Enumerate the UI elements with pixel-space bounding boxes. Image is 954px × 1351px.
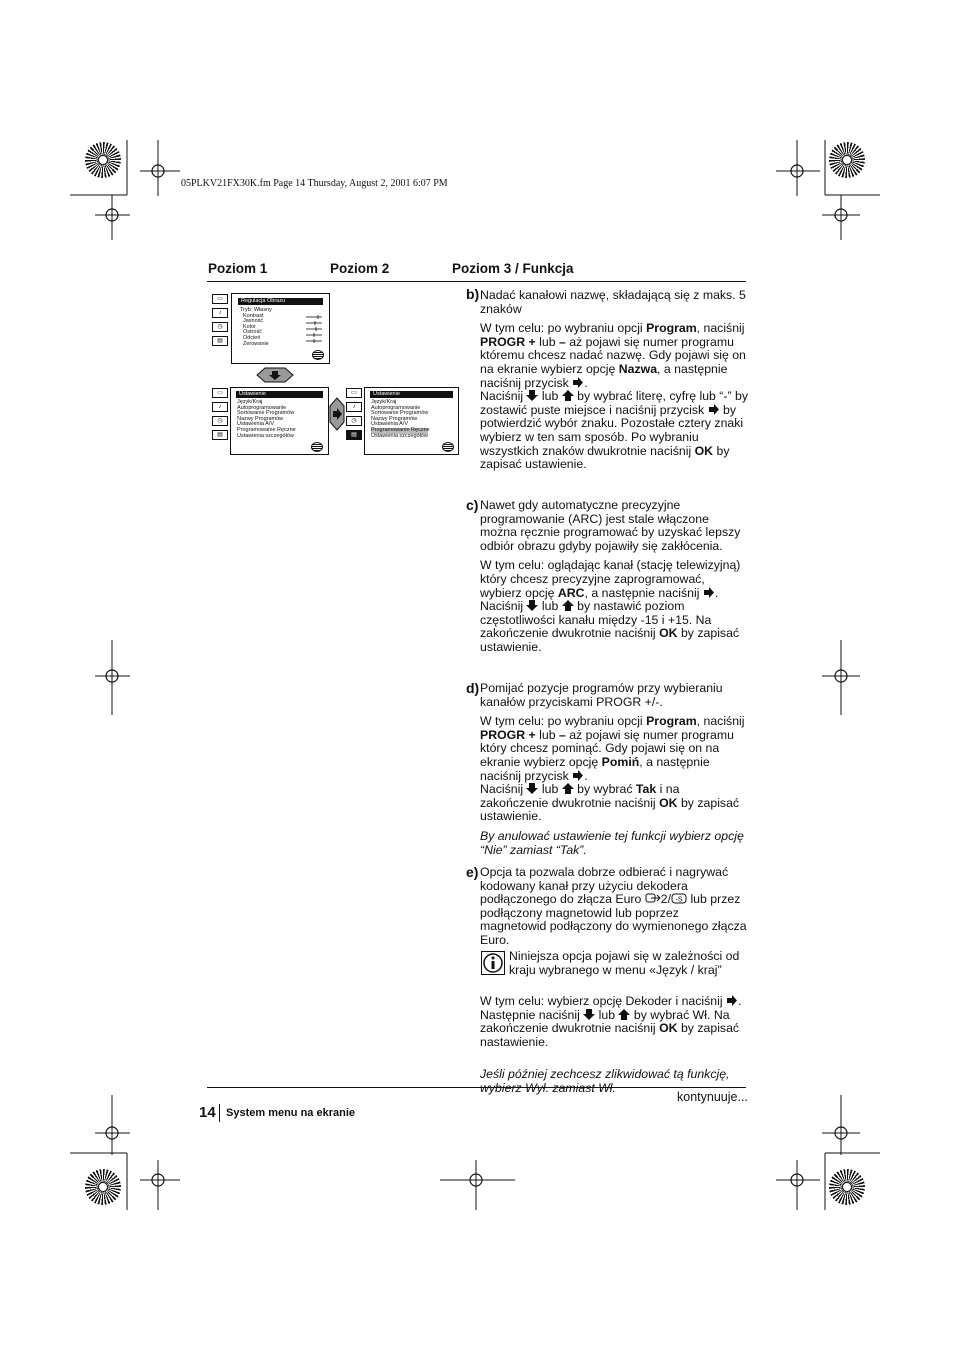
continue-text: kontynuuje... <box>677 1090 748 1104</box>
section-c-label: c) <box>466 497 479 513</box>
arrow-right-icon <box>572 377 584 388</box>
starburst-icon <box>829 1169 865 1205</box>
menu-item: Autoprogramowanie <box>371 404 421 411</box>
arrow-up-icon <box>562 783 574 794</box>
menu-item: Ustawienia szczegółów <box>237 432 294 439</box>
menu-item: Język/Kraj <box>237 399 263 405</box>
ok-icon <box>442 442 454 452</box>
section-c <box>480 499 748 661</box>
section-e-label: e) <box>466 864 479 880</box>
arrow-down-icon <box>255 367 295 383</box>
file-info-header: 05PLKV21FX30K.fm Page 14 Thursday, August 2, 2001 6:07 PM <box>181 178 448 189</box>
menu-tabs <box>212 388 228 444</box>
section-c-paragraph: W tym celu: oglądając kanał (stację telewizyjną) który chcesz precyzyjne zaprogramować, wybierz opcję ARC, a następnie naciśnij . Naciśnij lub by nastawić poziom częstotliwości kanału między -15 i +15. Na zakończenie dwukrotnie naciśnij OK by zapisać ustawienie. <box>480 558 741 654</box>
arrow-right-icon <box>329 397 345 431</box>
timer-tab-icon: ◷ <box>212 322 228 332</box>
settings-menu-screen <box>230 387 329 455</box>
svg-text:-S: -S <box>675 896 683 904</box>
menu-item: Tryb: Własny <box>240 307 272 313</box>
menu-item: Ustawienia szczegółów <box>371 432 428 439</box>
menu-item: Ustawienia A/V <box>237 421 274 428</box>
menu-item-selected: Programowanie Ręczne <box>371 426 430 433</box>
section-b-intro: Nadać kanałowi nazwę, składającą się z maks. 5 znaków <box>480 288 746 316</box>
starburst-icon <box>85 142 121 178</box>
info-icon <box>481 951 505 975</box>
settings-menu-title: Ustawienie <box>370 391 453 398</box>
euro-connector-icon <box>671 893 687 904</box>
top-rule <box>207 281 746 282</box>
column-level2: Poziom 2 <box>330 261 390 276</box>
picture-tab-icon: ▭ <box>212 388 228 398</box>
menu-item: Sortowanie Programów <box>237 410 295 417</box>
settings-menu-screen-selected <box>364 387 459 455</box>
section-e-info: Niniejsza opcja pojawi się w zależności od kraju wybranego w menu «Język / kraj” <box>509 949 740 977</box>
footer-title: System menu na ekranie <box>226 1107 356 1119</box>
picture-menu-screen <box>231 293 330 364</box>
arrow-up-icon <box>562 390 574 401</box>
setup-tab-icon: ▤ <box>346 430 362 440</box>
setup-tab-icon: ▤ <box>212 336 228 346</box>
menu-item: Odcień <box>243 334 261 341</box>
euro-connector-icon <box>645 893 661 904</box>
arrow-right-icon <box>726 995 738 1006</box>
menu-tabs <box>212 294 228 350</box>
arrow-down-icon <box>526 783 538 794</box>
section-b-paragraph: W tym celu: po wybraniu opcji Program, naciśnij PROGR + lub – aż pojawi się numer programu któremu chcesz nadać nazwę. Gdy pojawi się on na ekranie wybierz opcję Nazwa, a następnie naciśnij przycisk . Naciśnij lub by wybrać literę, cyfrę lub “-” by zostawić puste miejsce i naciśnij przycisk by potwierdzić wybór znaku. Pozostałe cztery znaki wybierz w ten sam sposób. Po wybraniu wszystkich znaków dwukrotnie naciśnij OK by zapisać ustawienie. <box>480 321 748 472</box>
section-e-body <box>480 995 748 1102</box>
column-level3: Poziom 3 / Funkcja <box>452 261 574 276</box>
menu-item: Ostrość <box>243 329 262 336</box>
section-e-intro: Opcja ta pozwala dobrze odbierać i nagrywać kodowany kanał przy użyciu dekodera podłączonego do złącza Euro 2/ -S lub przez podłączony magnetowid lub poprzez magnetowid podłączony do wymienonego złącza Euro. <box>480 865 747 947</box>
section-d-label: d) <box>466 680 480 696</box>
menu-item: Kolor <box>243 323 256 330</box>
ok-icon <box>311 442 323 452</box>
menu-tabs <box>346 388 362 444</box>
arrow-down-icon <box>526 390 538 401</box>
picture-tab-icon: ▭ <box>346 388 362 398</box>
section-d <box>480 682 748 863</box>
menu-item: Jasność <box>243 318 264 325</box>
section-e-note: Jeśli później zechcesz zlikwidować tą funkcję, <box>480 1067 730 1082</box>
timer-tab-icon: ◷ <box>212 416 228 426</box>
sound-tab-icon: ♪ <box>346 402 362 412</box>
arrow-right-icon <box>572 770 584 781</box>
menu-item: Nazwy Programów <box>237 415 284 422</box>
menu-item: Programowanie Ręczne <box>237 426 296 433</box>
section-c-intro: Nawet gdy automatyczne precyzyjne programowanie (ARC) jest stale włączone można ręcznie programować by uzyskać lepszy odbiór obrazu gdyby pojawiły się zakłócenia. <box>480 498 741 553</box>
section-e <box>480 866 748 954</box>
section-d-paragraph: W tym celu: po wybraniu opcji Program, naciśnij PROGR + lub – aż pojawi się numer programu który chcesz pominąć. Gdy pojawi się on na ekranie wybierz opcję Pomiń, a następnie naciśnij przycisk . Naciśnij lub by wybrać Tak i na zakończenie dwukrotnie naciśnij OK by zapisać ustawienie. <box>480 714 745 824</box>
settings-menu-title: Ustawienie <box>236 391 323 398</box>
picture-menu-title: Regulacja Obrazu <box>238 298 323 305</box>
menu-item: Ustawienia A/V <box>371 421 408 428</box>
arrow-right-icon <box>708 404 720 415</box>
arrow-up-icon <box>562 600 574 611</box>
sound-tab-icon: ♪ <box>212 308 228 318</box>
section-d-intro: Pomijać pozycje programów przy wybieraniu kanałów przyciskami PROGR +/-. <box>480 681 723 709</box>
ok-icon <box>312 350 324 360</box>
setup-tab-icon: ▤ <box>212 430 228 440</box>
arrow-down-icon <box>583 1009 595 1020</box>
section-b-label: b) <box>466 286 480 302</box>
menu-item: Język/Kraj <box>371 399 397 405</box>
level-sliders <box>306 314 324 346</box>
arrow-up-icon <box>618 1009 630 1020</box>
footer-divider <box>219 1104 220 1122</box>
column-level1: Poziom 1 <box>208 261 268 276</box>
sound-tab-icon: ♪ <box>212 402 228 412</box>
page-number: 14 <box>199 1104 216 1121</box>
starburst-icon <box>829 142 865 178</box>
menu-item: Sortowanie Programów <box>371 410 429 417</box>
arrow-right-icon <box>703 587 715 598</box>
section-b <box>480 289 748 478</box>
picture-tab-icon: ▭ <box>212 294 228 304</box>
section-e-paragraph: W tym celu: wybierz opcję Dekoder i naciśnij . Następnie naciśnij lub by wybrać Wł. Na zakończenie dwukrotnie naciśnij OK by zapisać nastawienie. <box>480 994 742 1049</box>
timer-tab-icon: ◷ <box>346 416 362 426</box>
menu-item: Kontrast <box>243 312 264 319</box>
menu-item: Zerowanie <box>243 340 269 347</box>
menu-item: Autoprogramowanie <box>237 404 287 411</box>
arrow-down-icon <box>526 600 538 611</box>
starburst-icon <box>85 1169 121 1205</box>
bottom-rule <box>207 1087 746 1088</box>
section-d-note: By anulować ustawienie tej funkcji wybierz opcję “Nie” zamiast “Tak”. <box>480 828 744 857</box>
menu-item: Nazwy Programów <box>371 415 418 422</box>
